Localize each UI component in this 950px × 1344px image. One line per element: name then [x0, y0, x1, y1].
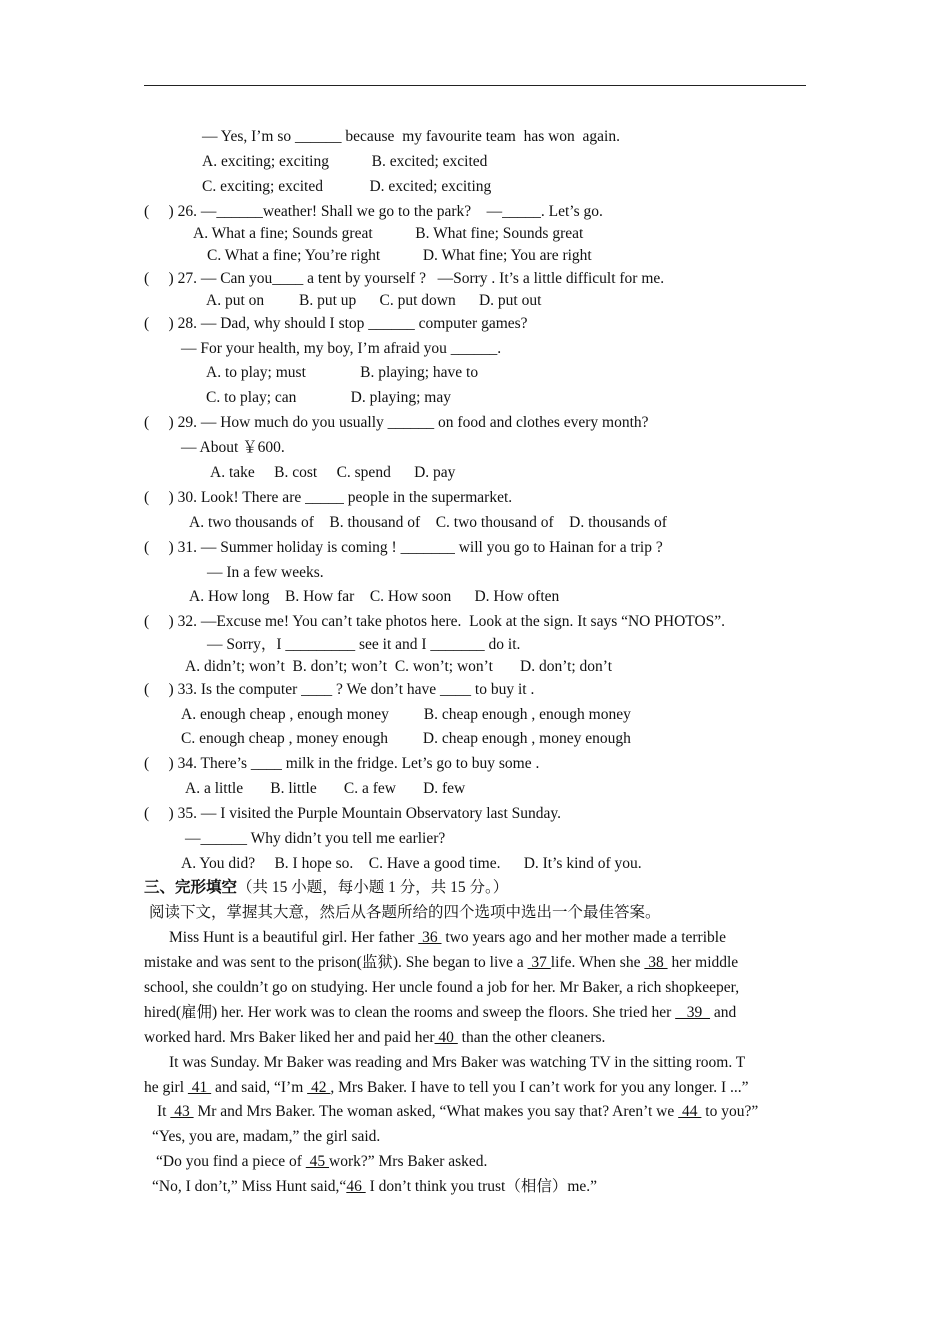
- blank-37: 37: [527, 954, 551, 971]
- q34-options: A. a little B. little C. a few D. few: [185, 780, 466, 797]
- passage-text: “No, I don’t,” Miss Hunt said,“: [152, 1178, 347, 1195]
- q33-stem: ( ) 33. Is the computer ____ ? We don’t have ____ to buy it .: [144, 681, 535, 698]
- passage-text: Mr and Mrs Baker. The woman asked, “What makes you say that? Aren’t we: [193, 1103, 679, 1120]
- q35-stem: ( ) 35. — I visited the Purple Mountain Observatory last Sunday.: [144, 805, 562, 822]
- q33-options-ab: A. enough cheap , enough money B. cheap enough , enough money: [181, 706, 631, 723]
- blank-36: 36: [418, 929, 442, 946]
- passage-text: , Mrs Baker. I have to tell you I can’t work for you any longer. I ...”: [330, 1079, 749, 1096]
- q27-options: A. put on B. put up C. put down D. put out: [206, 292, 542, 309]
- passage-text: work?” Mrs Baker asked.: [329, 1153, 488, 1170]
- q30-stem: ( ) 30. Look! There are _____ people in the supermarket.: [144, 489, 513, 506]
- section-title-note: （共 15 小题，每小题 1 分，共 15 分。）: [237, 879, 509, 896]
- q29-stem: ( ) 29. — How much do you usually ______ on food and clothes every month?: [144, 414, 649, 431]
- passage-line-5: [144, 1028, 605, 1048]
- passage-text: I don’t think you trust（相信）me.”: [365, 1178, 598, 1195]
- passage-line-8: [157, 1102, 758, 1122]
- q26-options-ab: A. What a fine; Sounds great B. What fine; Sounds great: [193, 225, 584, 242]
- passage-line-11: [152, 1177, 597, 1197]
- passage-text: It: [157, 1103, 171, 1120]
- q32-stem: ( ) 32. —Excuse me! You can’t take photos here. Look at the sign. It says “NO PHOTOS”.: [144, 613, 726, 630]
- q29-answer-line: — About ￥600.: [181, 439, 285, 456]
- passage-text: and said, “I’m: [211, 1079, 308, 1096]
- blank-44: 44: [678, 1103, 702, 1120]
- blank-42: 42: [307, 1079, 331, 1096]
- q35-options: A. You did? B. I hope so. C. Have a good time. D. It’s kind of you.: [181, 855, 642, 872]
- passage-text: worked hard. Mrs Baker liked her and paid her: [144, 1029, 435, 1046]
- passage-line-1: [169, 928, 726, 948]
- passage-text: her middle: [667, 954, 739, 971]
- blank-40: 40: [434, 1029, 458, 1046]
- q33-options-cd: C. enough cheap , money enough D. cheap enough , money enough: [181, 730, 631, 747]
- passage-line-6: It was Sunday. Mr Baker was reading and Mrs Baker was watching TV in the sitting room. T: [169, 1054, 746, 1071]
- blank-45: 45: [305, 1153, 330, 1170]
- passage-text: mistake and was sent to the prison(监狱). She began to live a: [144, 954, 528, 971]
- passage-line-3: school, she couldn’t go on studying. Her uncle found a job for her. Mr Baker, a rich shopkeeper,: [144, 979, 740, 996]
- passage-line-2: [144, 953, 738, 973]
- blank-43: 43: [170, 1103, 194, 1120]
- passage-line-10: [156, 1152, 487, 1172]
- passage-line-9: “Yes, you are, madam,” the girl said.: [152, 1128, 381, 1145]
- passage-text: two years ago and her mother made a terrible: [441, 929, 726, 946]
- section-title: 三、完形填空: [144, 879, 238, 896]
- q32-options: A. didn’t; won’t B. don’t; won’t C. won’t; won’t D. don’t; don’t: [185, 658, 612, 675]
- q34-stem: ( ) 34. There’s ____ milk in the fridge. Let’s go to buy some .: [144, 755, 540, 772]
- passage-text: and: [710, 1004, 737, 1021]
- section-instruction: 阅读下文，掌握其大意，然后从各题所给的四个选项中选出一个最佳答案。: [149, 904, 661, 921]
- passage-text: “Do you find a piece of: [156, 1153, 306, 1170]
- passage-text: Miss Hunt is a beautiful girl. Her father: [169, 929, 415, 946]
- q26-stem: ( ) 26. —______weather! Shall we go to the park? —_____. Let’s go.: [144, 203, 603, 220]
- passage-text: than the other cleaners.: [457, 1029, 606, 1046]
- blank-46: 46: [346, 1178, 366, 1195]
- q26-options-cd: C. What a fine; You’re right D. What fine; You are right: [207, 247, 592, 264]
- passage-line-7: [144, 1078, 749, 1098]
- passage-line-4: [144, 1003, 736, 1023]
- q25-options-cd: C. exciting; excited D. excited; exciting: [202, 178, 492, 195]
- q30-options: A. two thousands of B. thousand of C. two thousand of D. thousands of: [189, 514, 667, 531]
- q32-answer-line: — Sorry，I _________ see it and I _______ do it.: [207, 636, 521, 653]
- q31-options: A. How long B. How far C. How soon D. How often: [189, 588, 560, 605]
- q28-stem: ( ) 28. — Dad, why should I stop ______ computer games?: [144, 315, 528, 332]
- q29-options: A. take B. cost C. spend D. pay: [210, 464, 456, 481]
- blank-39: 39: [675, 1004, 711, 1021]
- q27-stem: ( ) 27. — Can you____ a tent by yourself ? —Sorry . It’s a little difficult for me.: [144, 270, 665, 287]
- passage-text: hired(雇佣) her. Her work was to clean the rooms and sweep the floors. She tried her: [144, 1004, 676, 1021]
- q31-answer-line: — In a few weeks.: [207, 564, 324, 581]
- q31-stem: ( ) 31. — Summer holiday is coming ! _______ will you go to Hainan for a trip ?: [144, 539, 663, 556]
- q28-answer-line: — For your health, my boy, I’m afraid you ______.: [181, 340, 502, 357]
- q35-answer-line: —______ Why didn’t you tell me earlier?: [185, 830, 446, 847]
- passage-text: to you?”: [701, 1103, 759, 1120]
- passage-text: life. When she: [550, 954, 645, 971]
- header-rule: [144, 85, 806, 86]
- q28-options-ab: A. to play; must B. playing; have to: [206, 364, 479, 381]
- q28-options-cd: C. to play; can D. playing; may: [206, 389, 451, 406]
- passage-text: he girl: [144, 1079, 188, 1096]
- blank-38: 38: [644, 954, 668, 971]
- q25-answer-line: — Yes, I’m so ______ because my favourite team has won again.: [202, 128, 620, 145]
- q25-options-ab: A. exciting; exciting B. excited; excited: [202, 153, 488, 170]
- blank-41: 41: [187, 1079, 212, 1096]
- section-heading: [144, 878, 508, 898]
